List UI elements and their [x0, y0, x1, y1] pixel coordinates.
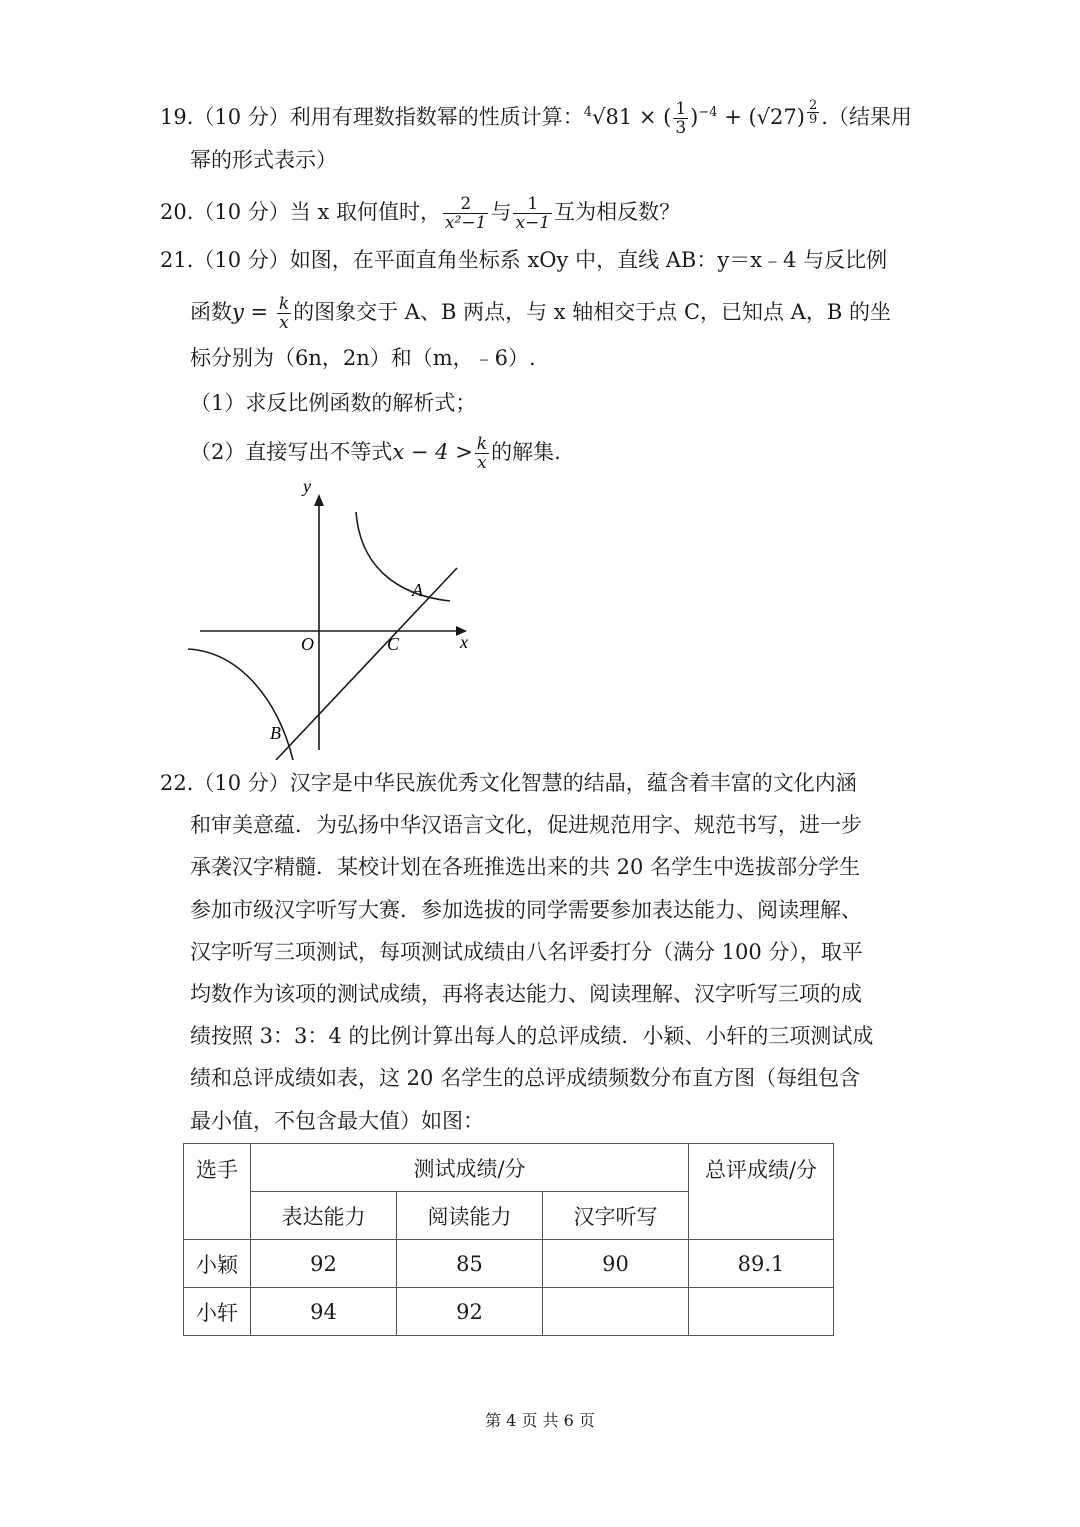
- q22-line-1: 和审美意蕴．为弘扬中华汉语言文化，促进规范用字、规范书写，进一步: [190, 813, 862, 837]
- cell-dictation: 90: [543, 1240, 689, 1288]
- cell-total: 89.1: [689, 1240, 834, 1288]
- cell-reading: 85: [397, 1240, 543, 1288]
- header-reading: 阅读能力: [397, 1192, 543, 1240]
- header-dictation: 汉字听写: [543, 1192, 689, 1240]
- q21-part1: （1）求反比例函数的解析式；: [190, 391, 477, 415]
- score-table: [183, 1143, 834, 1336]
- q20-frac2-den: x−1: [515, 213, 551, 233]
- q21-x: x: [277, 313, 291, 332]
- q20-suffix: 互为相反数？: [554, 200, 681, 224]
- q20-line: [160, 195, 680, 232]
- q22-line-3: 参加市级汉字听写大赛．参加选拔的同学需要参加表达能力、阅读理解、: [190, 898, 862, 922]
- q21-line2-prefix: 函数: [190, 300, 232, 324]
- q21-line1: 21.（10 分）如图，在平面直角坐标系 xOy 中，直线 AB：y＝x﹣4 与反比例: [160, 248, 888, 272]
- cell-name: 小颖: [184, 1240, 251, 1288]
- q22-line-2: 承袭汉字精髓．某校计划在各班推选出来的共 20 名学生中选拔部分学生: [190, 855, 861, 879]
- q21-line2: [190, 295, 891, 332]
- cell-name: 小轩: [184, 1288, 251, 1336]
- q19-prefix: 19.（10 分）利用有理数指数幂的性质计算：: [160, 105, 584, 129]
- hyperbola-lower-branch: [188, 649, 293, 760]
- q20-frac1-num: 2: [460, 194, 472, 214]
- page-footer: 第 4 页 共 6 页: [485, 1411, 595, 1430]
- q22-line-0: 22.（10 分）汉字是中华民族优秀文化智慧的结晶，蕴含着丰富的文化内涵: [160, 771, 857, 795]
- header-expression: 表达能力: [251, 1192, 397, 1240]
- cell-expression: 94: [251, 1288, 397, 1336]
- q19-line1: [160, 98, 912, 137]
- label-c: C: [387, 634, 400, 654]
- q21-inequality: x − 4 >: [392, 440, 473, 464]
- header-test-scores: 测试成绩/分: [251, 1144, 689, 1192]
- q21-part2: [190, 435, 561, 472]
- hyperbola-upper-branch: [356, 512, 450, 601]
- y-axis-arrow: [314, 494, 324, 506]
- label-o: O: [301, 634, 314, 654]
- q22-line-6: 绩按照 3：3：4 的比例计算出每人的总评成绩．小颖、小轩的三项测试成: [190, 1024, 874, 1048]
- cell-reading: 92: [397, 1288, 543, 1336]
- q20-prefix: 20.（10 分）当 x 取何值时，: [160, 200, 441, 224]
- q20-fraction-2: [513, 195, 552, 232]
- q21-equation: y =: [232, 300, 275, 324]
- label-b: B: [270, 723, 281, 743]
- q21-line3: 标分别为（6n，2n）和（m，﹣6）.: [190, 346, 536, 370]
- q21-fraction-k-x-2: $\frac{k}{x}$: [476, 434, 488, 473]
- table-row: [184, 1288, 834, 1336]
- coordinate-graph: [180, 470, 480, 760]
- q22-line-5: 均数作为该项的测试成绩，再将表达能力、阅读理解、汉字听写三项的成: [190, 982, 862, 1006]
- q21-line2-suffix: 的图象交于 A、B 两点，与 x 轴相交于点 C，已知点 A，B 的坐: [293, 300, 891, 324]
- q22-line-7: 绩和总评成绩如表，这 20 名学生的总评成绩频数分布直方图（每组包含: [190, 1066, 861, 1090]
- header-total: 总评成绩/分: [689, 1144, 834, 1240]
- table-row: [184, 1240, 834, 1288]
- label-y: y: [303, 476, 311, 496]
- q19-formula: $^4$√81 × ( $\frac{1}{3}$ )$^{-4}$ + (√27) $^{\frac{2}{9}}$: [583, 98, 818, 138]
- q20-frac1-den: x²−1: [445, 213, 487, 233]
- header-player: 选手: [184, 1144, 251, 1240]
- q20-frac2-num: 1: [527, 194, 539, 214]
- cell-expression: 92: [251, 1240, 397, 1288]
- q19-suffix: .（结果用: [821, 105, 912, 129]
- q21-k: k: [278, 294, 290, 314]
- q20-mid: 与: [490, 200, 512, 224]
- q22-line-8: 最小值，不包含最大值）如图：: [190, 1109, 484, 1133]
- q22-line-4: 汉字听写三项测试，每项测试成绩由八名评委打分（满分 100 分），取平: [190, 940, 863, 964]
- cell-dictation: [543, 1288, 689, 1336]
- label-x: x: [460, 632, 468, 652]
- q21-fraction-k-x: [277, 295, 291, 332]
- label-a: A: [412, 580, 423, 600]
- q21-part2-prefix: （2）直接写出不等式: [190, 440, 393, 464]
- q19-line2: 幂的形式表示）: [190, 148, 337, 172]
- cell-total: [689, 1288, 834, 1336]
- q21-part2-suffix: 的解集.: [491, 440, 561, 464]
- q20-fraction-1: [443, 195, 488, 232]
